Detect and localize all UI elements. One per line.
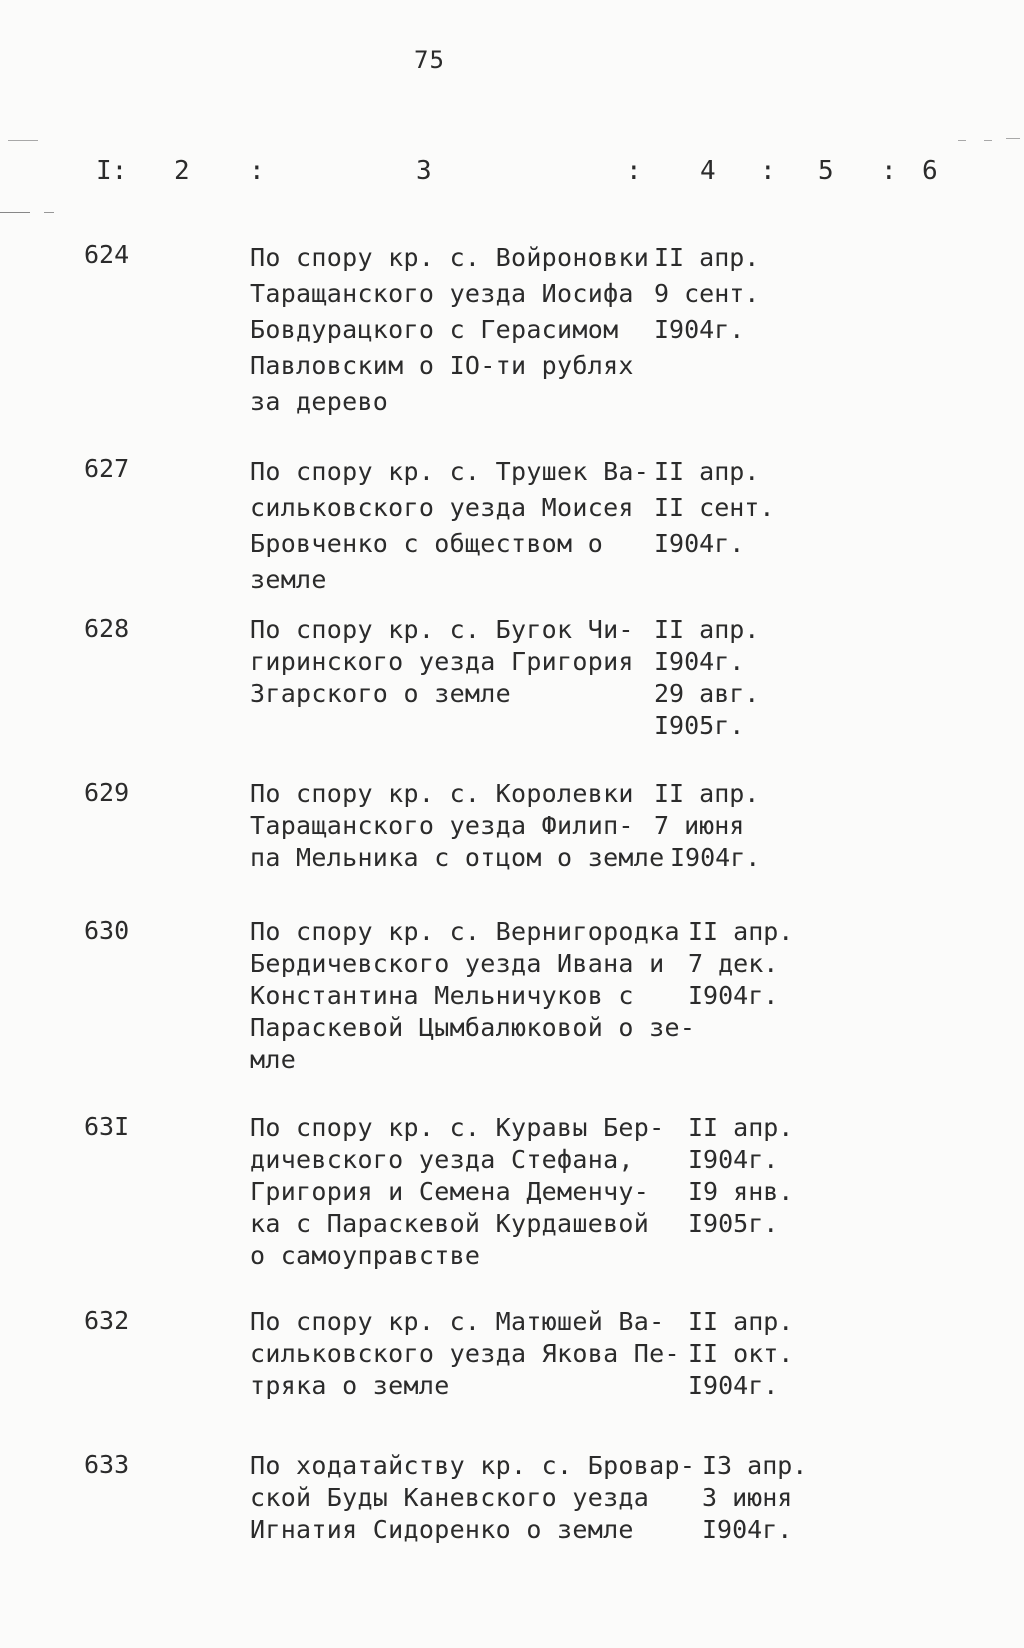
description-line: мле	[250, 1045, 297, 1074]
date-line: II апр.	[688, 1307, 794, 1336]
entry-description	[250, 454, 649, 598]
description-line: ка с Параскевой Курдашевой	[250, 1209, 650, 1238]
column-separator: :	[881, 156, 897, 186]
description-line: По спору кр. с. Войроновки	[250, 243, 650, 272]
column-header-5: 5	[818, 156, 834, 186]
description-line: за дерево	[250, 387, 389, 416]
column-header-3: 3	[416, 156, 432, 186]
date-line: II апр.	[688, 917, 794, 946]
description-line: Таращанского уезда Иосифа	[250, 279, 634, 308]
entry-number: 624	[84, 240, 130, 269]
entry-dates	[654, 454, 774, 562]
entry-dates	[688, 916, 793, 1012]
description-line: гиринского уезда Григория	[250, 647, 634, 676]
date-line: I904г.	[670, 843, 761, 872]
date-line: 29 авг.	[654, 679, 760, 708]
entry-number: 627	[84, 454, 130, 483]
date-line: II апр.	[654, 243, 760, 272]
date-line: II апр.	[654, 457, 760, 486]
description-line: Григория и Семена Деменчу-	[250, 1177, 650, 1206]
column-separator: :	[249, 156, 265, 186]
description-line: По спору кр. с. Бугок Чи-	[250, 615, 634, 644]
column-separator: :	[760, 156, 776, 186]
date-line: II сент.	[654, 493, 775, 522]
page-number: 75	[414, 46, 445, 74]
description-line: ской Буды Каневского уезда	[250, 1483, 650, 1512]
date-line: I9 янв.	[688, 1177, 794, 1206]
entry-dates	[670, 842, 760, 874]
description-line: По спору кр. с. Вернигородка	[250, 917, 680, 946]
entry-number: 63I	[84, 1112, 130, 1141]
entry-description	[250, 916, 695, 1076]
date-line: 9 сент.	[654, 279, 760, 308]
date-line: 7 дек.	[688, 949, 779, 978]
date-line: I904г.	[654, 647, 745, 676]
entry-description	[250, 1450, 695, 1546]
description-line: Павловским о IO-ти рублях	[250, 351, 634, 380]
description-line: Бердичевского уезда Ивана и	[250, 949, 665, 978]
description-line: По спору кр. с. Трушек Ва-	[250, 457, 650, 486]
date-line: I905г.	[688, 1209, 779, 1238]
column-header-2: 2	[174, 156, 190, 186]
entry-dates	[688, 1112, 793, 1240]
entry-dates	[702, 1450, 807, 1546]
scan-mark	[1006, 138, 1020, 139]
description-line: Таращанского уезда Филип-	[250, 811, 634, 840]
entry-description	[250, 614, 634, 710]
date-line: I904г.	[688, 1145, 779, 1174]
column-separator: :	[626, 156, 642, 186]
date-line: I905г.	[654, 711, 745, 740]
column-header-1: I:	[96, 156, 128, 186]
entry-dates	[654, 778, 759, 842]
scan-mark	[8, 140, 38, 141]
entry-dates	[688, 1306, 793, 1402]
description-line: Константина Мельничуков с	[250, 981, 634, 1010]
date-line: I904г.	[702, 1515, 793, 1544]
column-header-row	[0, 156, 1024, 188]
description-line: Параскевой Цымбалюковой о зе-	[250, 1013, 696, 1042]
description-line: сильковского уезда Моисея	[250, 493, 634, 522]
date-line: II окт.	[688, 1339, 794, 1368]
scan-mark	[0, 212, 30, 213]
scan-mark	[958, 140, 966, 141]
description-line: Бовдурацкого с Герасимом	[250, 315, 619, 344]
entry-description	[250, 1112, 664, 1272]
date-line: I904г.	[688, 1371, 779, 1400]
date-line: II апр.	[688, 1113, 794, 1142]
date-line: 3 июня	[702, 1483, 793, 1512]
scan-mark	[44, 212, 54, 213]
description-line: По спору кр. с. Куравы Бер-	[250, 1113, 665, 1142]
description-line: Игнатия Сидоренко о земле	[250, 1515, 634, 1544]
date-line: II апр.	[654, 779, 760, 808]
description-line: дичевского уезда Стефана,	[250, 1145, 634, 1174]
entry-number: 632	[84, 1306, 130, 1335]
entry-description	[250, 778, 664, 874]
description-line: земле	[250, 565, 327, 594]
date-line: I904г.	[654, 315, 745, 344]
entry-description	[250, 240, 649, 420]
description-line: По спору кр. с. Матюшей Ва-	[250, 1307, 665, 1336]
description-line: По спору кр. с. Королевки	[250, 779, 634, 808]
description-line: Бровченко с обществом о	[250, 529, 604, 558]
date-line: I904г.	[654, 529, 745, 558]
description-line: о самоуправстве	[250, 1241, 481, 1270]
date-line: II апр.	[654, 615, 760, 644]
description-line: По ходатайству кр. с. Бровар-	[250, 1451, 696, 1480]
description-line: па Мельника с отцом о земле	[250, 843, 665, 872]
entry-number: 633	[84, 1450, 130, 1479]
date-line: 7 июня	[654, 811, 745, 840]
description-line: тряка о земле	[250, 1371, 450, 1400]
date-line: I904г.	[688, 981, 779, 1010]
entry-dates	[654, 240, 759, 348]
entry-number: 628	[84, 614, 130, 643]
description-line: Згарского о земле	[250, 679, 511, 708]
scan-mark	[984, 140, 992, 141]
description-line: сильковского уезда Якова Пе-	[250, 1339, 680, 1368]
entry-dates	[654, 614, 759, 742]
entry-number: 629	[84, 778, 130, 807]
entry-description	[250, 1306, 680, 1402]
column-header-4: 4	[700, 156, 716, 186]
date-line: I3 апр.	[702, 1451, 808, 1480]
entry-number: 630	[84, 916, 130, 945]
column-header-6: 6	[922, 156, 938, 186]
